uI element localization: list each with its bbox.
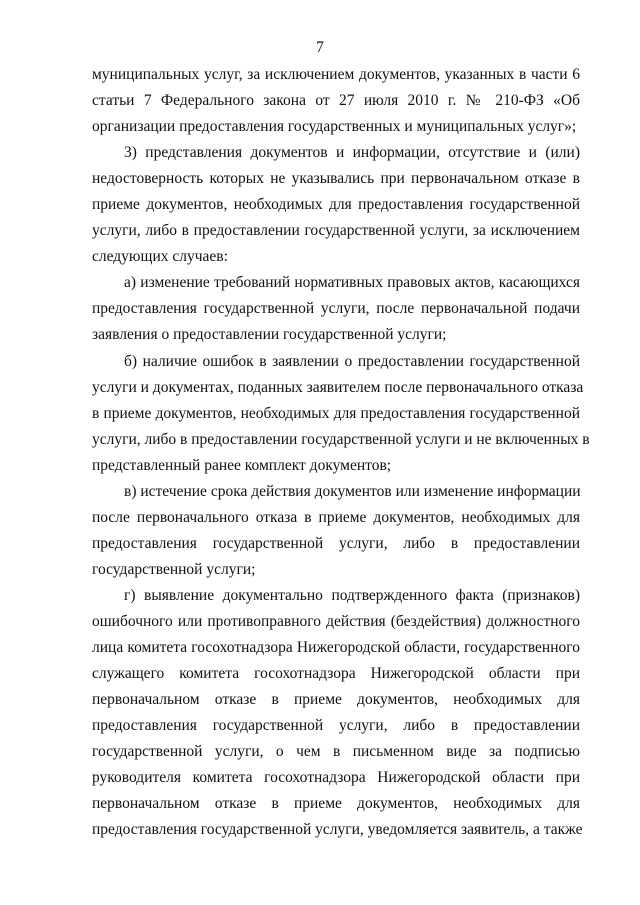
text-line: служащего комитета госохотнадзора Нижегородской области при bbox=[92, 665, 580, 683]
text-line: заявления о предоставлении государственной услуги; bbox=[92, 326, 447, 344]
text-line: муниципальных услуг, за исключением документов, указанных в части 6 bbox=[92, 66, 580, 83]
text-line: 3) представления документов и информации, отсутствие и (или) bbox=[124, 144, 580, 162]
text-line: после первоначального отказа в приеме документов, необходимых для bbox=[92, 508, 580, 526]
text-line: предоставления государственной услуги, либо в предоставлении bbox=[92, 534, 580, 552]
paragraph bbox=[92, 349, 590, 479]
text-line: предоставления государственной услуги, после первоначальной подачи bbox=[92, 300, 580, 318]
text-line: услуги, либо в предоставлении государственной услуги, за исключением bbox=[92, 222, 580, 240]
document-body bbox=[92, 62, 590, 843]
text-line: организации предоставления государственных и муниципальных услуг»; bbox=[92, 118, 577, 136]
text-line: ошибочного или противоправного действия (бездействия) должностного bbox=[92, 612, 580, 630]
text-line: в) истечение срока действия документов или изменение информации bbox=[124, 482, 581, 500]
text-line: а) изменение требований нормативных правовых актов, касающихся bbox=[124, 274, 580, 292]
text-line: недостоверность которых не указывались при первоначальном отказе в bbox=[92, 170, 580, 188]
text-line: услуги, либо в предоставлении государственной услуги и не включенных в bbox=[92, 430, 590, 448]
paragraph bbox=[92, 140, 580, 270]
paragraph bbox=[92, 62, 580, 140]
text-line: статьи 7 Федерального закона от 27 июля 2010 г. № 210-ФЗ «Об bbox=[92, 92, 580, 110]
page-number: 7 bbox=[316, 39, 324, 56]
text-line: предоставления государственной услуги, уведомляется заявитель, а также bbox=[92, 821, 583, 839]
text-line: государственной услуги; bbox=[92, 560, 256, 578]
text-line: б) наличие ошибок в заявлении о предоставлении государственной bbox=[124, 352, 580, 370]
text-line: государственной услуги, о чем в письменном виде за подписью bbox=[92, 743, 580, 761]
text-line: услуги и документах, поданных заявителем после первоначального отказа bbox=[92, 378, 584, 396]
text-line: первоначальном отказе в приеме документов, необходимых для bbox=[92, 691, 580, 709]
text-line: первоначальном отказе в приеме документов, необходимых для bbox=[92, 795, 580, 813]
text-line: руководителя комитета госохотнадзора Нижегородской области при bbox=[92, 769, 580, 787]
paragraph bbox=[92, 270, 580, 348]
paragraph bbox=[92, 583, 583, 843]
text-line: приеме документов, необходимых для предоставления государственной bbox=[92, 196, 580, 214]
text-line: в приеме документов, необходимых для предоставления государственной bbox=[92, 404, 580, 422]
text-line: г) выявление документально подтвержденного факта (признаков) bbox=[124, 586, 580, 604]
text-line: представленный ранее комплект документов; bbox=[92, 456, 392, 474]
text-line: предоставления государственной услуги, либо в предоставлении bbox=[92, 717, 580, 735]
paragraph bbox=[92, 479, 580, 583]
text-line: следующих случаев: bbox=[92, 248, 228, 266]
text-line: лица комитета госохотнадзора Нижегородской области, государственного bbox=[92, 639, 580, 657]
